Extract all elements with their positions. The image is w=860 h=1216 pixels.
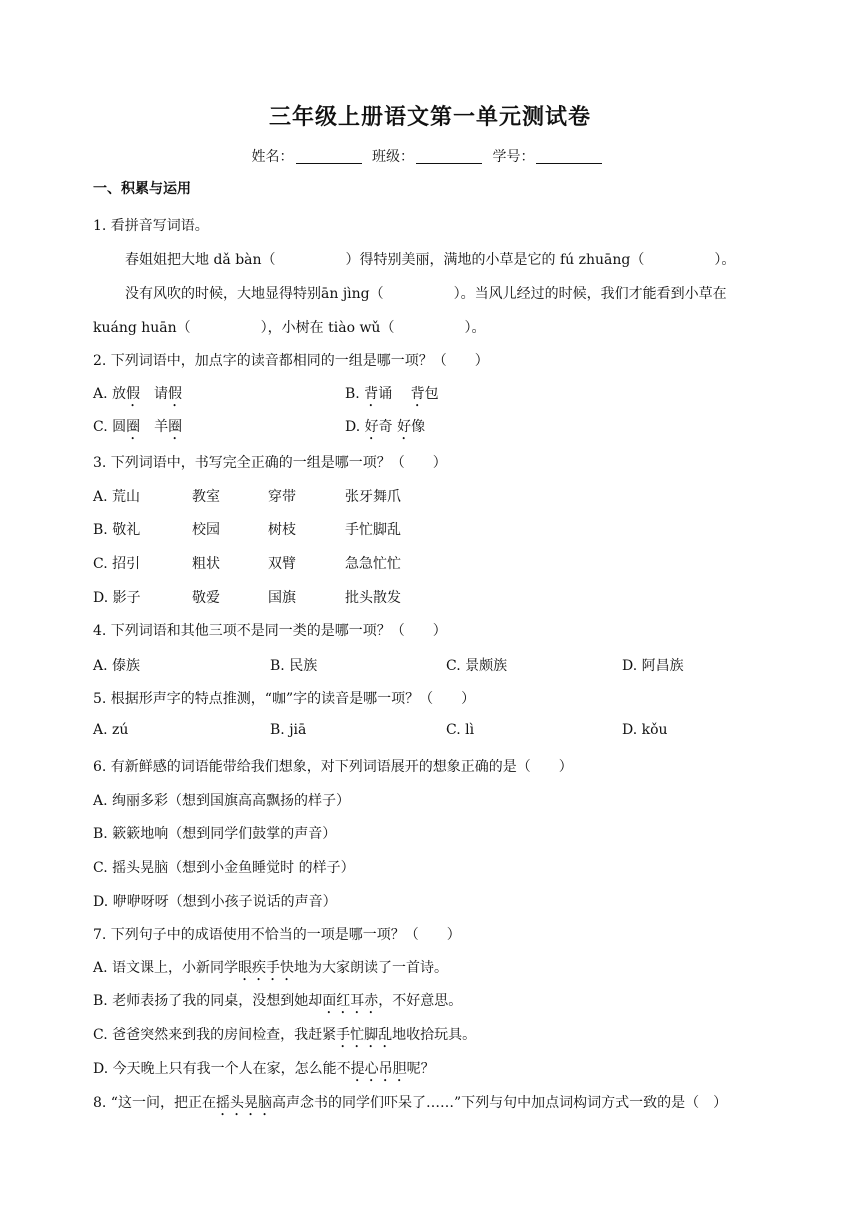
q3-option-word: 批头散发 bbox=[345, 590, 401, 606]
q2-option-c[interactable] bbox=[93, 416, 182, 443]
q7-option-a[interactable] bbox=[93, 957, 448, 984]
option-text: 地收拾玩具。 bbox=[392, 1027, 477, 1043]
q2-option-d[interactable] bbox=[345, 416, 425, 443]
q2-option-a[interactable] bbox=[93, 383, 182, 410]
q1-text: 春姐姐把大地 dǎ bàn（ bbox=[125, 252, 276, 268]
q3-option-word: 穿带 bbox=[268, 489, 296, 505]
option-text: 请 bbox=[140, 386, 169, 402]
q3-option-word: 张牙舞爪 bbox=[345, 489, 401, 505]
q1-text: kuáng huān（ bbox=[93, 320, 191, 336]
q4-option-a[interactable]: A. 傣族 bbox=[93, 658, 141, 674]
q1-text: ），小树在 tiào wǔ（ bbox=[260, 320, 395, 336]
student-info bbox=[0, 146, 860, 166]
page-title: 三年级上册语文第一单元测试卷 bbox=[268, 104, 591, 130]
q3-option-word: 教室 bbox=[192, 489, 220, 505]
dotted-idiom: 提心吊胆 bbox=[350, 1061, 407, 1077]
q7-option-c[interactable] bbox=[93, 1024, 476, 1051]
option-text: B. 老师表扬了我的同桌，没想到她却 bbox=[93, 993, 323, 1009]
q3-option-label[interactable]: D. 影子 bbox=[93, 590, 141, 606]
q4-stem: 4. 下列词语和其他三项不是同一类的是哪一项？（ ） bbox=[93, 623, 447, 639]
q5-option-a[interactable]: A. zú bbox=[93, 722, 129, 738]
id-blank[interactable] bbox=[536, 149, 602, 164]
q1-line2 bbox=[125, 283, 727, 303]
q1-stem: 1. 看拼音写词语。 bbox=[93, 218, 209, 234]
q3-option-label[interactable]: B. 敬礼 bbox=[93, 522, 141, 538]
q1-text: ）。 bbox=[464, 320, 486, 336]
dotted-char: 假 bbox=[126, 386, 141, 402]
q3-option-word: 国旗 bbox=[268, 590, 296, 606]
option-text: D. bbox=[345, 419, 365, 435]
option-text: C. 圆 bbox=[93, 419, 127, 435]
q7-stem: 7. 下列句子中的成语使用不恰当的一项是哪一项？（ ） bbox=[93, 927, 461, 943]
option-text: 呢？ bbox=[406, 1061, 435, 1077]
dotted-idiom: 面红耳赤 bbox=[322, 993, 379, 1009]
q1-line1 bbox=[125, 249, 735, 269]
section-heading: 一、积累与运用 bbox=[93, 181, 191, 197]
dotted-idiom: 手忙脚乱 bbox=[336, 1027, 393, 1043]
option-text: D. 今天晚上只有我一个人在家，怎么能不 bbox=[93, 1061, 351, 1077]
q6-option-c[interactable]: C. 摇头晃脑（想到小金鱼睡觉时 的样子） bbox=[93, 860, 355, 876]
q3-option-word: 校园 bbox=[192, 522, 220, 538]
q6-option-a[interactable]: A. 绚丽多彩（想到国旗高高飘扬的样子） bbox=[93, 793, 351, 809]
question-text: 8. “这一问，把正在 bbox=[93, 1095, 216, 1111]
q3-stem: 3. 下列词语中，书写完全正确的一组是哪一项？（ ） bbox=[93, 455, 447, 471]
option-text: 羊 bbox=[140, 419, 169, 435]
q6-option-b[interactable]: B. 簌簌地响（想到同学们鼓掌的声音） bbox=[93, 826, 337, 842]
q2-option-b[interactable] bbox=[345, 383, 439, 410]
q1-text: 没有风吹的时候，大地显得特别ān jìng（ bbox=[125, 286, 384, 302]
q6-option-d[interactable]: D. 咿咿呀呀（想到小孩子说话的声音） bbox=[93, 894, 337, 910]
q5-option-c[interactable]: C. lì bbox=[446, 722, 475, 738]
q3-option-word: 双臂 bbox=[268, 556, 296, 572]
class-blank[interactable] bbox=[416, 149, 482, 164]
option-text: 地为大家朗读了一首诗。 bbox=[294, 960, 449, 976]
option-text: A. 语文课上，小新同学 bbox=[93, 960, 239, 976]
q5-stem: 5. 根据形声字的特点推测，“咖”字的读音是哪一项？（ ） bbox=[93, 691, 476, 707]
option-text: 像 bbox=[411, 419, 426, 435]
option-text: A. 放 bbox=[93, 386, 127, 402]
dotted-idiom: 摇头晃脑 bbox=[215, 1095, 272, 1111]
q3-option-word: 急急忙忙 bbox=[345, 556, 401, 572]
option-text: 奇 bbox=[378, 419, 398, 435]
id-label: 学号： bbox=[492, 149, 535, 165]
option-text: 包 bbox=[424, 386, 439, 402]
option-text: 诵 bbox=[378, 386, 411, 402]
q7-option-d[interactable] bbox=[93, 1058, 435, 1085]
q8-stem bbox=[93, 1092, 727, 1119]
option-text: B. bbox=[345, 386, 365, 402]
question-text: 高声念书的同学们吓呆了……”下列与句中加点词构词方式一致的是（ ） bbox=[271, 1095, 728, 1111]
dotted-char: 圈 bbox=[126, 419, 141, 435]
q2-stem: 2. 下列词语中，加点字的读音都相同的一组是哪一项？（ ） bbox=[93, 353, 489, 369]
q3-option-word: 敬爱 bbox=[192, 590, 220, 606]
q5-option-d[interactable]: D. kǒu bbox=[622, 722, 668, 738]
class-label: 班级： bbox=[372, 149, 414, 165]
dotted-char: 背 bbox=[364, 386, 379, 402]
dotted-char: 好 bbox=[364, 419, 379, 435]
dotted-idiom: 眼疾手快 bbox=[238, 960, 295, 976]
option-text: C. 爸爸突然来到我的房间检查，我赶紧 bbox=[93, 1027, 337, 1043]
q6-stem: 6. 有新鲜感的词语能带给我们想象，对下列词语展开的想象正确的是（ ） bbox=[93, 759, 573, 775]
q3-option-word: 粗状 bbox=[192, 556, 220, 572]
q3-option-word: 手忙脚乱 bbox=[345, 522, 401, 538]
q1-text: ）得特别美丽，满地的小草是它的 fú zhuāng（ bbox=[345, 252, 645, 268]
q3-option-label[interactable]: A. 荒山 bbox=[93, 489, 141, 505]
q4-option-c[interactable]: C. 景颇族 bbox=[446, 658, 508, 674]
dotted-char: 圈 bbox=[168, 419, 183, 435]
q4-option-d[interactable]: D. 阿昌族 bbox=[622, 658, 684, 674]
q1-line3 bbox=[93, 317, 485, 337]
dotted-char: 假 bbox=[168, 386, 183, 402]
q3-option-word: 树枝 bbox=[268, 522, 296, 538]
q3-option-label[interactable]: C. 招引 bbox=[93, 556, 141, 572]
name-blank[interactable] bbox=[296, 149, 362, 164]
option-text: ，不好意思。 bbox=[378, 993, 463, 1009]
q1-text: ）。当风儿经过的时候，我们才能看到小草在 bbox=[453, 286, 727, 302]
q7-option-b[interactable] bbox=[93, 990, 462, 1017]
q1-text: ）。 bbox=[714, 252, 736, 268]
dotted-char: 背 bbox=[410, 386, 425, 402]
dotted-char: 好 bbox=[397, 419, 412, 435]
q5-option-b[interactable]: B. jiā bbox=[270, 722, 307, 738]
q4-option-b[interactable]: B. 民族 bbox=[270, 658, 318, 674]
name-label: 姓名： bbox=[251, 149, 294, 165]
